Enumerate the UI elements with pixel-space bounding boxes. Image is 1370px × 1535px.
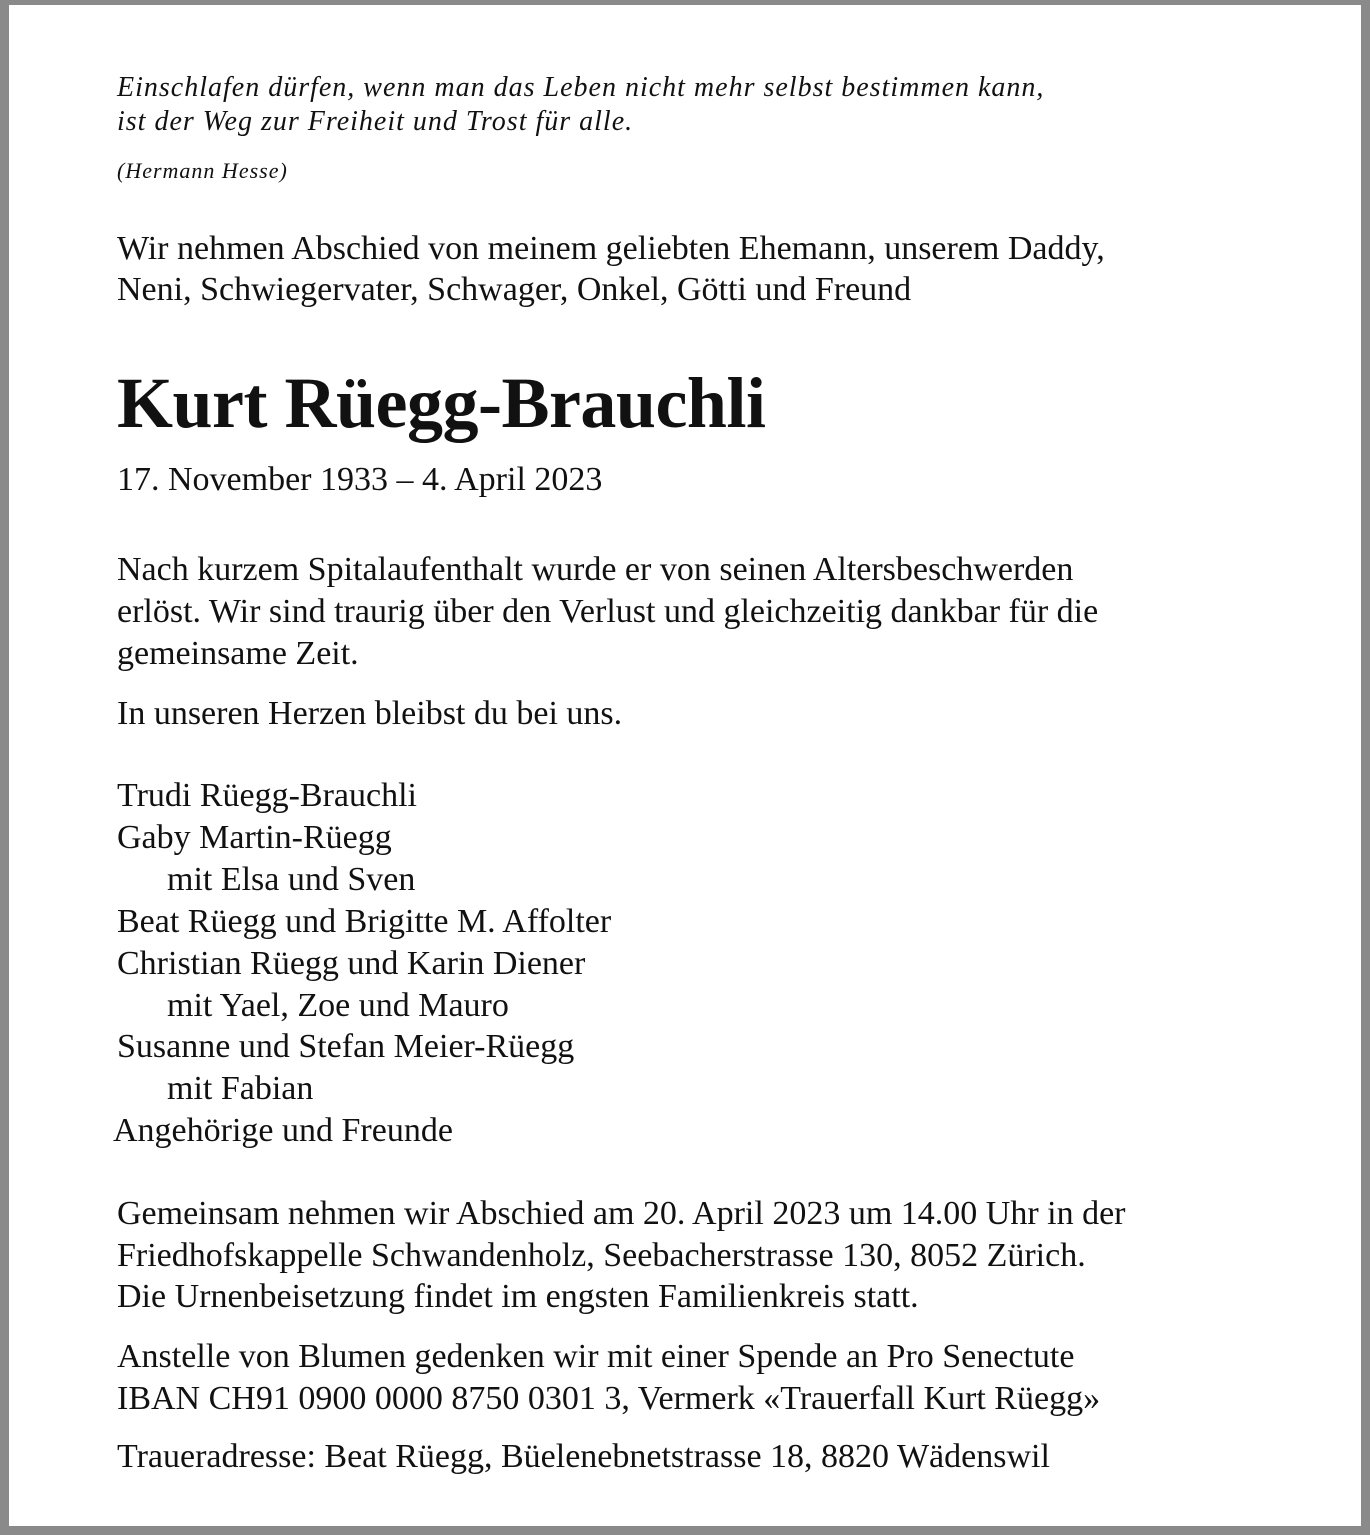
message-line-3: gemeinsame Zeit. bbox=[117, 635, 359, 672]
mourner-5: Christian Rüegg und Karin Diener bbox=[117, 945, 586, 982]
quote-author: (Hermann Hesse) bbox=[117, 158, 288, 183]
deceased-name: Kurt Rüegg-Brauchli bbox=[117, 363, 766, 443]
quote-line-2: ist der Weg zur Freiheit und Trost für alle. bbox=[117, 106, 634, 137]
mourner-2: Gaby Martin-Rüegg bbox=[117, 819, 392, 856]
mourner-7: Susanne und Stefan Meier-Rüegg bbox=[117, 1028, 575, 1065]
closing-line: In unseren Herzen bleibst du bei uns. bbox=[117, 695, 623, 732]
quote-line-1: Einschlafen dürfen, wenn man das Leben nicht mehr selbst bestimmen kann, bbox=[117, 72, 1045, 103]
donation-line-2: IBAN CH91 0900 0000 8750 0301 3, Vermerk «Trauerfall Kurt Rüegg» bbox=[117, 1380, 1101, 1417]
message-line-1: Nach kurzem Spitalaufenthalt wurde er von seinen Altersbeschwerden bbox=[117, 551, 1074, 588]
message-line-2: erlöst. Wir sind traurig über den Verlust und gleichzeitig dankbar für die bbox=[117, 593, 1099, 630]
intro-line-1: Wir nehmen Abschied von meinem geliebten Ehemann, unserem Daddy, bbox=[117, 230, 1105, 267]
mourner-4: Beat Rüegg und Brigitte M. Affolter bbox=[117, 903, 612, 940]
mourning-address: Traueradresse: Beat Rüegg, Büelenebnetstrasse 18, 8820 Wädenswil bbox=[117, 1438, 1050, 1475]
mourner-1: Trudi Rüegg-Brauchli bbox=[117, 777, 418, 814]
donation-line-1: Anstelle von Blumen gedenken wir mit einer Spende an Pro Senectute bbox=[117, 1338, 1075, 1375]
ceremony-line-3: Die Urnenbeisetzung findet im engsten Familienkreis statt. bbox=[117, 1278, 919, 1315]
intro-line-2: Neni, Schwiegervater, Schwager, Onkel, Götti und Freund bbox=[117, 271, 912, 308]
mourner-6: mit Yael, Zoe und Mauro bbox=[167, 987, 509, 1024]
ceremony-line-1: Gemeinsam nehmen wir Abschied am 20. April 2023 um 14.00 Uhr in der bbox=[117, 1195, 1126, 1232]
mourner-9: Angehörige und Freunde bbox=[113, 1112, 453, 1149]
mourner-3: mit Elsa und Sven bbox=[167, 861, 416, 898]
mourner-8: mit Fabian bbox=[167, 1070, 314, 1107]
life-dates: 17. November 1933 – 4. April 2023 bbox=[117, 461, 603, 498]
ceremony-line-2: Friedhofskappelle Schwandenholz, Seebacherstrasse 130, 8052 Zürich. bbox=[117, 1237, 1086, 1274]
